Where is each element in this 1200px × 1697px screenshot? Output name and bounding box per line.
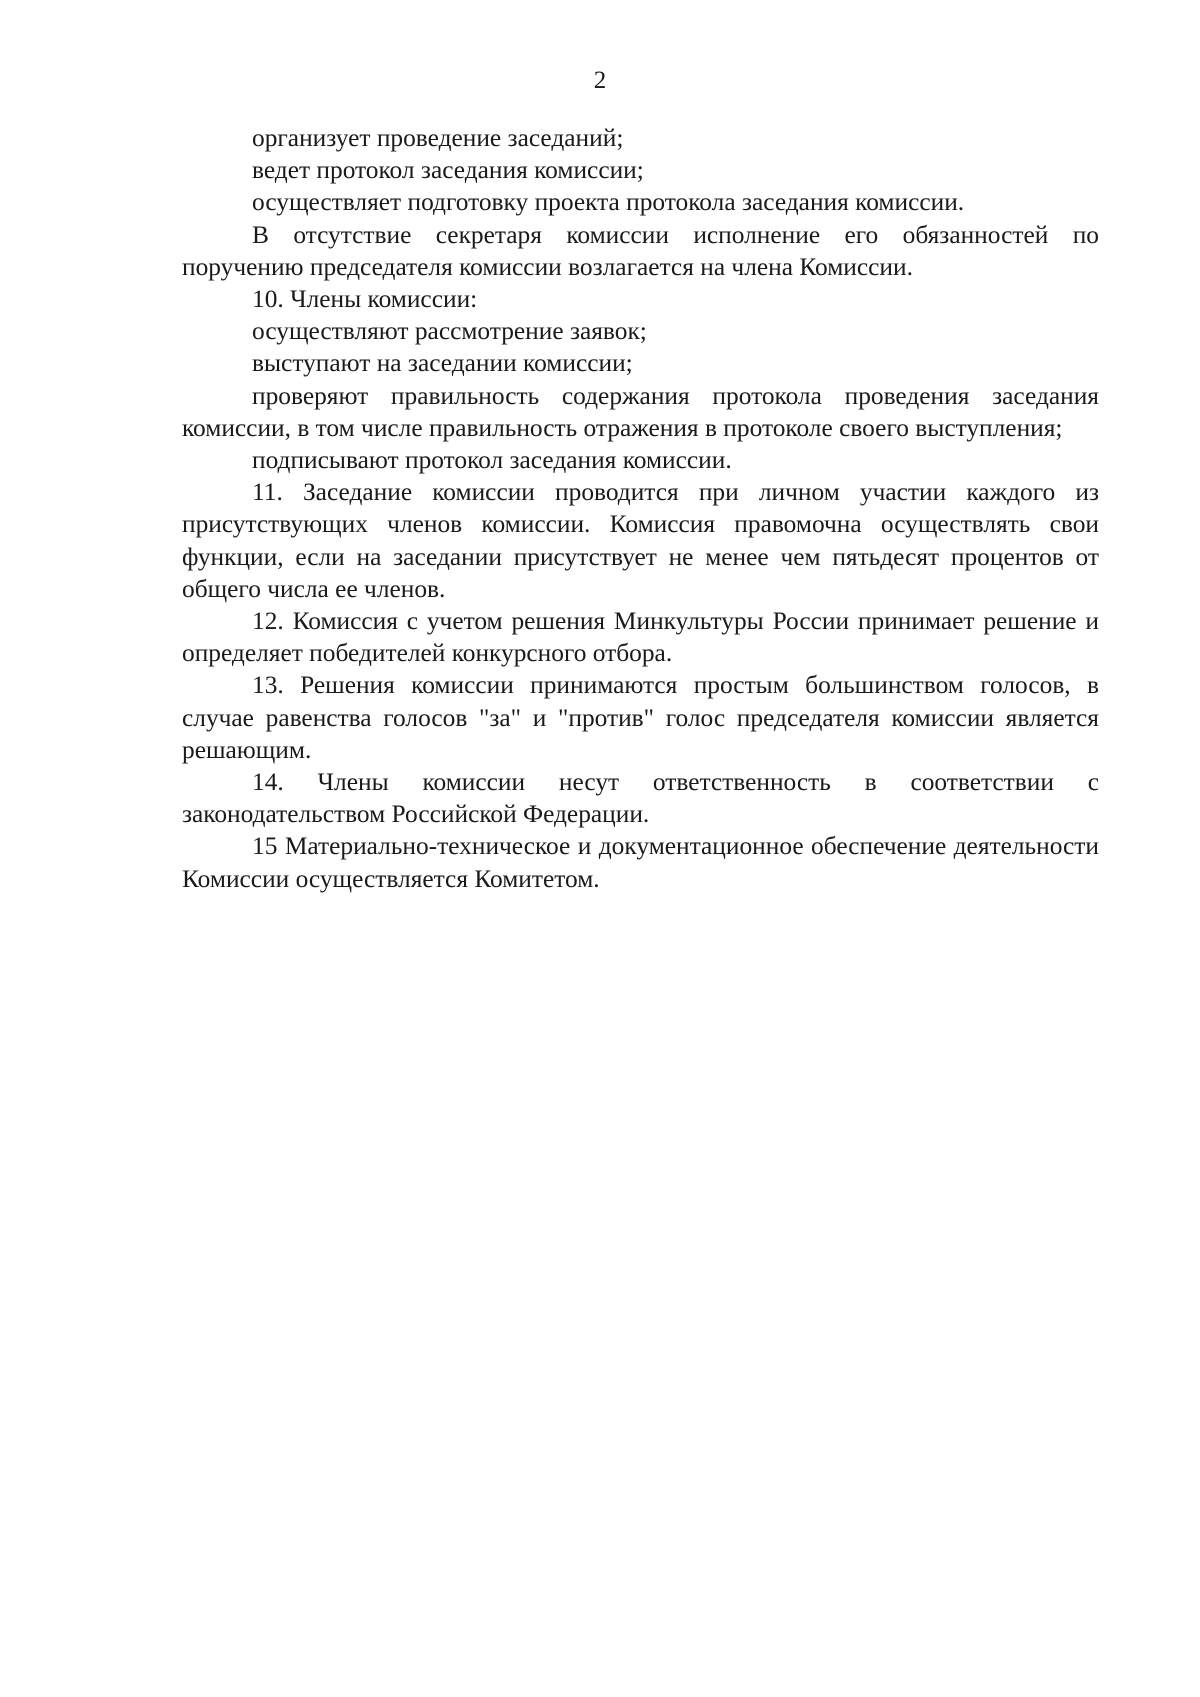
paragraph-verify-protocol: проверяют правильность содержания протокола проведения заседания комиссии, в том числе правильность отражения в протоколе своего выступления; (182, 381, 1099, 442)
paragraph-keeps-protocol: ведет протокол заседания комиссии; (252, 156, 644, 185)
paragraph-review-applications: осуществляют рассмотрение заявок; (252, 317, 647, 346)
paragraph-prepares-protocol: осуществляет подготовку проекта протокола заседания комиссии. (252, 188, 965, 217)
paragraph-item-10: 10. Члены комиссии: (252, 285, 478, 314)
paragraph-item-12: 12. Комиссия с учетом решения Минкультуры России принимает решение и определяет победителей конкурсного отбора. (182, 607, 1099, 668)
page-number: 2 (593, 67, 607, 94)
paragraph-speak-at-meeting: выступают на заседании комиссии; (252, 349, 633, 378)
paragraph-item-14: 14. Члены комиссии несут ответственность в соответствии с законодательством Российской Федерации. (182, 768, 1099, 829)
paragraph-secretary-absence: В отсутствие секретаря комиссии исполнение его обязанностей по поручению председателя комиссии возлагается на члена Комиссии. (182, 220, 1099, 281)
document-body (182, 122, 1099, 895)
paragraph-item-15: 15 Материально-техническое и документационное обеспечение деятельности Комиссии осуществляется Комитетом. (182, 832, 1099, 893)
paragraph-item-11: 11. Заседание комиссии проводится при личном участии каждого из присутствующих членов комиссии. Комиссия правомочна осуществлять свои функции, если на заседании присутствует не менее чем пятьдесят процентов от общего числа ее членов. (182, 478, 1099, 603)
paragraph-item-13: 13. Решения комиссии принимаются простым большинством голосов, в случае равенства голосов "за" и "против" голос председателя комиссии является решающим. (182, 671, 1099, 764)
paragraph-sign-protocol: подписывают протокол заседания комиссии. (252, 446, 732, 475)
paragraph-organizes-meetings: организует проведение заседаний; (252, 124, 624, 152)
